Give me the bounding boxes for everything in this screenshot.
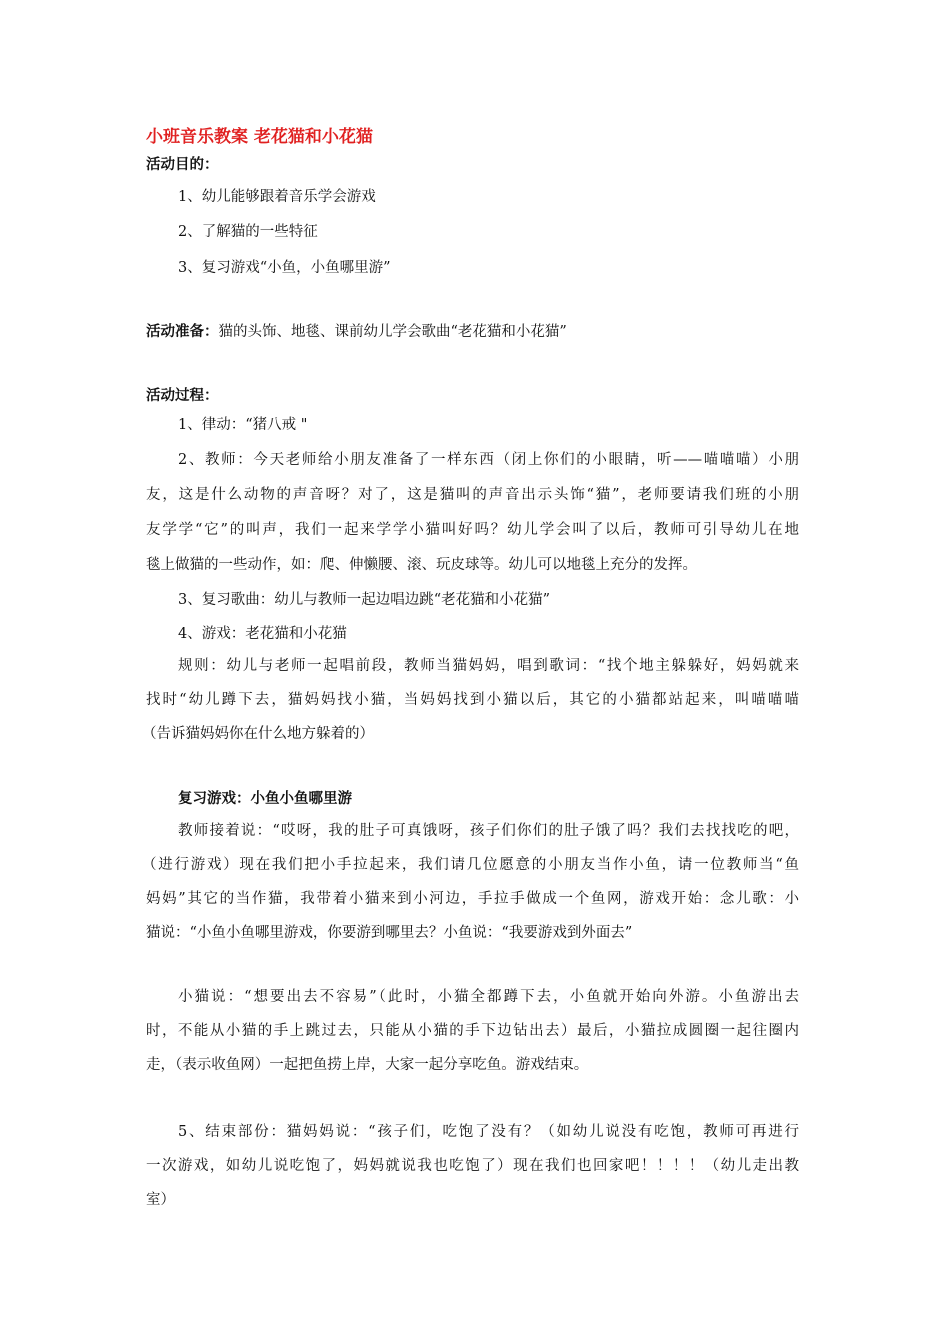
- step-2-line: 友，这是什么动物的声音呀？对了，这是猫叫的声音出示头饰“猫”，老师要请我们班的小朋: [146, 487, 799, 503]
- review-line: 猫说：“小鱼小鱼哪里游戏，你要游到哪里去？小鱼说：“我要游戏到外面去”: [146, 925, 633, 941]
- goal-item: 2、了解猫的一些特征: [178, 224, 318, 240]
- review-heading: 复习游戏：小鱼小鱼哪里游: [178, 790, 352, 807]
- step-3: 3、复习歌曲：幼儿与教师一起边唱边跳“老花猫和小花猫”: [178, 592, 551, 608]
- document-title: 小班音乐教案 老花猫和小花猫: [146, 127, 373, 147]
- goal-item: 3、复习游戏“小鱼，小鱼哪里游”: [178, 260, 391, 276]
- review-line: （进行游戏）现在我们把小手拉起来，我们请几位愿意的小朋友当作小鱼，请一位教师当“鱼: [142, 857, 799, 873]
- review-line: 妈妈”其它的当作猫，我带着小猫来到小河边，手拉手做成一个鱼网，游戏开始：念儿歌：小: [146, 891, 799, 907]
- cat-line: 小猫说：“想要出去不容易”（此时，小猫全都蹲下去，小鱼就开始向外游。小鱼游出去: [178, 989, 799, 1005]
- end-line: 室）: [146, 1192, 175, 1208]
- review-line: 教师接着说：“哎呀，我的肚子可真饿呀，孩子们你们的肚子饿了吗？我们去找找吃的吧，: [178, 823, 799, 839]
- goal-item: 1、幼儿能够跟着音乐学会游戏: [178, 189, 376, 205]
- cat-line: 走，（表示收鱼网）一起把鱼捞上岸，大家一起分享吃鱼。游戏结束。: [146, 1057, 589, 1073]
- prep-label: 活动准备：: [146, 323, 219, 340]
- end-line: 一次游戏，如幼儿说吃饱了，妈妈就说我也吃饱了）现在我们也回家吧！！！！（幼儿走出教: [146, 1158, 799, 1174]
- step-4: 4、游戏：老花猫和小花猫: [178, 626, 347, 642]
- rules-line: （告诉猫妈妈你在什么地方躲着的）: [142, 726, 374, 742]
- prep-text: 猫的头饰、地毯、课前幼儿学会歌曲“老花猫和小花猫”: [218, 324, 567, 340]
- cat-line: 时，不能从小猫的手上跳过去，只能从小猫的手下边钻出去）最后，小猫拉成圆圈一起往圈内: [146, 1023, 799, 1039]
- goals-heading: 活动目的：: [146, 156, 219, 173]
- step-2-line: 2、教师：今天老师给小朋友准备了一样东西（闭上你们的小眼睛，听——喵喵喵）小朋: [178, 452, 799, 468]
- step-2-line: 友学学“它”的叫声，我们一起来学学小猫叫好吗？幼儿学会叫了以后，教师可引导幼儿在地: [146, 522, 799, 538]
- rules-line: 规则：幼儿与老师一起唱前段，教师当猫妈妈，唱到歌词：“找个地主躲躲好，妈妈就来: [178, 658, 799, 674]
- step-1: 1、律动：“猪八戒 ": [178, 417, 308, 433]
- step-2-line: 毯上做猫的一些动作，如：爬、伸懒腰、滚、玩皮球等。幼儿可以地毯上充分的发挥。: [146, 557, 697, 573]
- rules-line: 找时“幼儿蹲下去，猫妈妈找小猫，当妈妈找到小猫以后，其它的小猫都站起来，叫喵喵喵: [146, 692, 799, 708]
- prep-paragraph: [146, 322, 567, 342]
- end-line: 5、结束部份：猫妈妈说：“孩子们，吃饱了没有？（如幼儿说没有吃饱，教师可再进行: [178, 1124, 799, 1140]
- process-heading: 活动过程：: [146, 387, 219, 404]
